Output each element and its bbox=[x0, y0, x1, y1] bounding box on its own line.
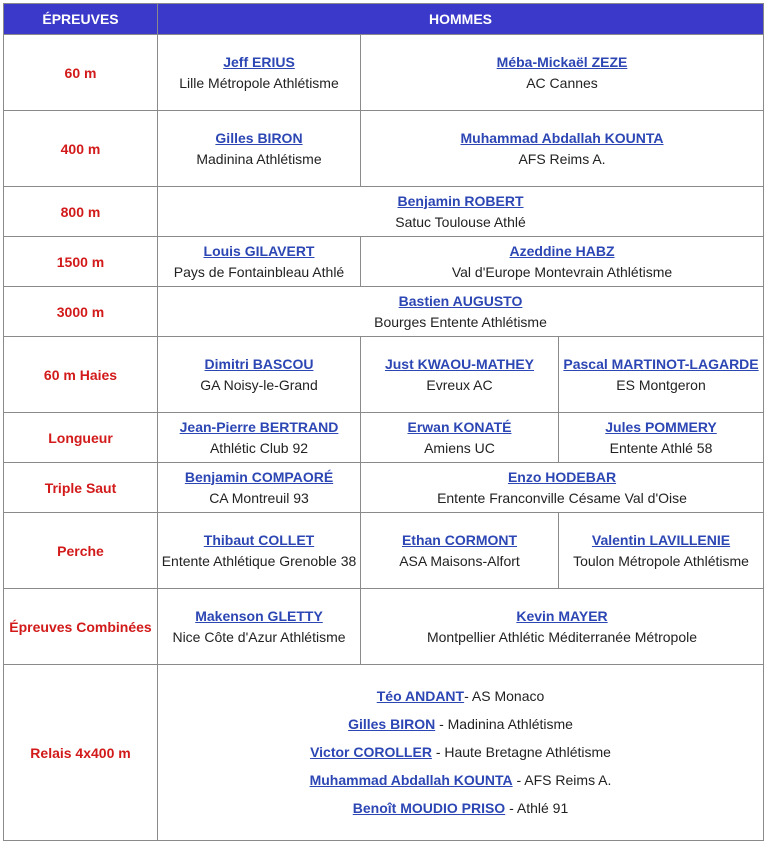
table-row bbox=[4, 337, 764, 413]
athlete-link[interactable]: Dimitri BASCOU bbox=[204, 355, 314, 372]
athlete-link[interactable]: Gilles BIRON bbox=[215, 129, 303, 146]
athlete-link[interactable]: Muhammad Abdallah KOUNTA bbox=[460, 129, 664, 146]
athlete-link[interactable]: Kevin MAYER bbox=[516, 607, 608, 624]
athlete-link[interactable]: Just KWAOU-MATHEY bbox=[384, 355, 535, 372]
header-events: ÉPREUVES bbox=[4, 4, 158, 35]
event-cell: 60 m bbox=[4, 35, 158, 111]
event-cell: Longueur bbox=[4, 413, 158, 463]
event-cell: Relais 4x400 m bbox=[4, 665, 158, 841]
athlete-cell bbox=[361, 337, 559, 413]
athlete-link[interactable]: Téo ANDANT bbox=[376, 688, 465, 704]
club-label: Montpellier Athlétic Méditerranée Métropole bbox=[426, 628, 698, 645]
athlete-link[interactable]: Muhammad Abdallah KOUNTA bbox=[309, 772, 513, 788]
relay-member bbox=[158, 770, 763, 791]
athlete-cell bbox=[361, 589, 764, 665]
club-label: Pays de Fontainbleau Athlé bbox=[173, 263, 345, 280]
table-row bbox=[4, 237, 764, 287]
athlete-link[interactable]: Thibaut COLLET bbox=[203, 531, 315, 548]
club-label: Entente Athlé 58 bbox=[609, 439, 713, 456]
event-cell: 1500 m bbox=[4, 237, 158, 287]
athlete-link[interactable]: Benjamin COMPAORÉ bbox=[184, 468, 334, 485]
club-label: Toulon Métropole Athlétisme bbox=[573, 552, 749, 569]
athlete-link[interactable]: Pascal MARTINOT-LAGARDE bbox=[563, 355, 759, 372]
athlete-cell bbox=[361, 35, 764, 111]
athlete-link[interactable]: Ethan CORMONT bbox=[401, 531, 518, 548]
club-label: Bourges Entente Athlétisme bbox=[374, 313, 547, 330]
table-row bbox=[4, 111, 764, 187]
event-cell: Perche bbox=[4, 513, 158, 589]
club-label: ES Montgeron bbox=[616, 376, 706, 393]
table-row bbox=[4, 35, 764, 111]
event-cell: 60 m Haies bbox=[4, 337, 158, 413]
athlete-link[interactable]: Gilles BIRON bbox=[348, 716, 436, 732]
athlete-link[interactable]: Jean-Pierre BERTRAND bbox=[179, 418, 339, 435]
athlete-cell bbox=[158, 237, 361, 287]
club-label: GA Noisy-le-Grand bbox=[200, 376, 318, 393]
event-cell: 3000 m bbox=[4, 287, 158, 337]
athlete-link[interactable]: Victor COROLLER bbox=[310, 744, 432, 760]
athlete-link[interactable]: Louis GILAVERT bbox=[203, 242, 315, 259]
athlete-cell bbox=[158, 413, 361, 463]
table-row bbox=[4, 513, 764, 589]
athlete-link[interactable]: Méba-Mickaël ZEZE bbox=[496, 53, 628, 70]
club-label: Amiens UC bbox=[424, 439, 495, 456]
table-row bbox=[4, 463, 764, 513]
athlete-link[interactable]: Makenson GLETTY bbox=[195, 607, 323, 624]
athlete-link[interactable]: Enzo HODEBAR bbox=[507, 468, 617, 485]
athlete-cell bbox=[559, 413, 764, 463]
athlete-cell bbox=[158, 35, 361, 111]
athlete-link[interactable]: Bastien AUGUSTO bbox=[398, 292, 523, 309]
club-label: Entente Franconville Césame Val d'Oise bbox=[437, 489, 687, 506]
athlete-cell bbox=[361, 513, 559, 589]
club-label: Satuc Toulouse Athlé bbox=[395, 213, 526, 230]
results-table bbox=[3, 3, 764, 841]
athlete-link[interactable]: Benoît MOUDIO PRISO bbox=[352, 800, 506, 816]
club-label: AC Cannes bbox=[526, 74, 598, 91]
club-label: Entente Athlétique Grenoble 38 bbox=[161, 552, 357, 569]
club-label: AFS Reims A. bbox=[518, 150, 606, 167]
table-row bbox=[4, 187, 764, 237]
athlete-cell bbox=[361, 463, 764, 513]
athlete-cell bbox=[158, 513, 361, 589]
relay-member bbox=[158, 714, 763, 735]
athlete-link[interactable]: Erwan KONATÉ bbox=[407, 418, 512, 435]
club-label: Athlétic Club 92 bbox=[209, 439, 309, 456]
athlete-cell bbox=[158, 287, 764, 337]
club-label: Lille Métropole Athlétisme bbox=[179, 74, 339, 91]
club-label: - AS Monaco bbox=[464, 688, 545, 704]
event-cell: Épreuves Combinées bbox=[4, 589, 158, 665]
table-row bbox=[4, 665, 764, 841]
athlete-link[interactable]: Jules POMMERY bbox=[605, 418, 717, 435]
club-label: Nice Côte d'Azur Athlétisme bbox=[172, 628, 346, 645]
athlete-cell bbox=[158, 589, 361, 665]
club-label: Val d'Europe Montevrain Athlétisme bbox=[451, 263, 673, 280]
club-label: Evreux AC bbox=[426, 376, 493, 393]
athlete-cell bbox=[361, 237, 764, 287]
event-cell: 400 m bbox=[4, 111, 158, 187]
athlete-link[interactable]: Azeddine HABZ bbox=[509, 242, 615, 259]
club-label: - Athlé 91 bbox=[505, 800, 569, 816]
athlete-cell bbox=[158, 187, 764, 237]
header-row bbox=[4, 4, 764, 35]
relay-member bbox=[158, 798, 763, 819]
club-label: - AFS Reims A. bbox=[512, 772, 612, 788]
event-cell: Triple Saut bbox=[4, 463, 158, 513]
athlete-link[interactable]: Valentin LAVILLENIE bbox=[591, 531, 731, 548]
club-label: - Madinina Athlétisme bbox=[435, 716, 573, 732]
relay-member bbox=[158, 686, 763, 707]
athlete-link[interactable]: Benjamin ROBERT bbox=[397, 192, 524, 209]
athlete-cell bbox=[158, 463, 361, 513]
event-cell: 800 m bbox=[4, 187, 158, 237]
header-men: HOMMES bbox=[158, 4, 764, 35]
club-label: ASA Maisons-Alfort bbox=[399, 552, 520, 569]
relay-cell bbox=[158, 665, 764, 841]
table-row bbox=[4, 413, 764, 463]
athlete-cell bbox=[559, 337, 764, 413]
table-row bbox=[4, 287, 764, 337]
relay-member bbox=[158, 742, 763, 763]
club-label: CA Montreuil 93 bbox=[209, 489, 309, 506]
club-label: Madinina Athlétisme bbox=[196, 150, 322, 167]
athlete-cell bbox=[361, 413, 559, 463]
club-label: - Haute Bretagne Athlétisme bbox=[431, 744, 611, 760]
athlete-cell bbox=[158, 337, 361, 413]
athlete-cell bbox=[559, 513, 764, 589]
athlete-link[interactable]: Jeff ERIUS bbox=[223, 53, 295, 70]
table-row bbox=[4, 589, 764, 665]
athlete-cell bbox=[361, 111, 764, 187]
athlete-cell bbox=[158, 111, 361, 187]
